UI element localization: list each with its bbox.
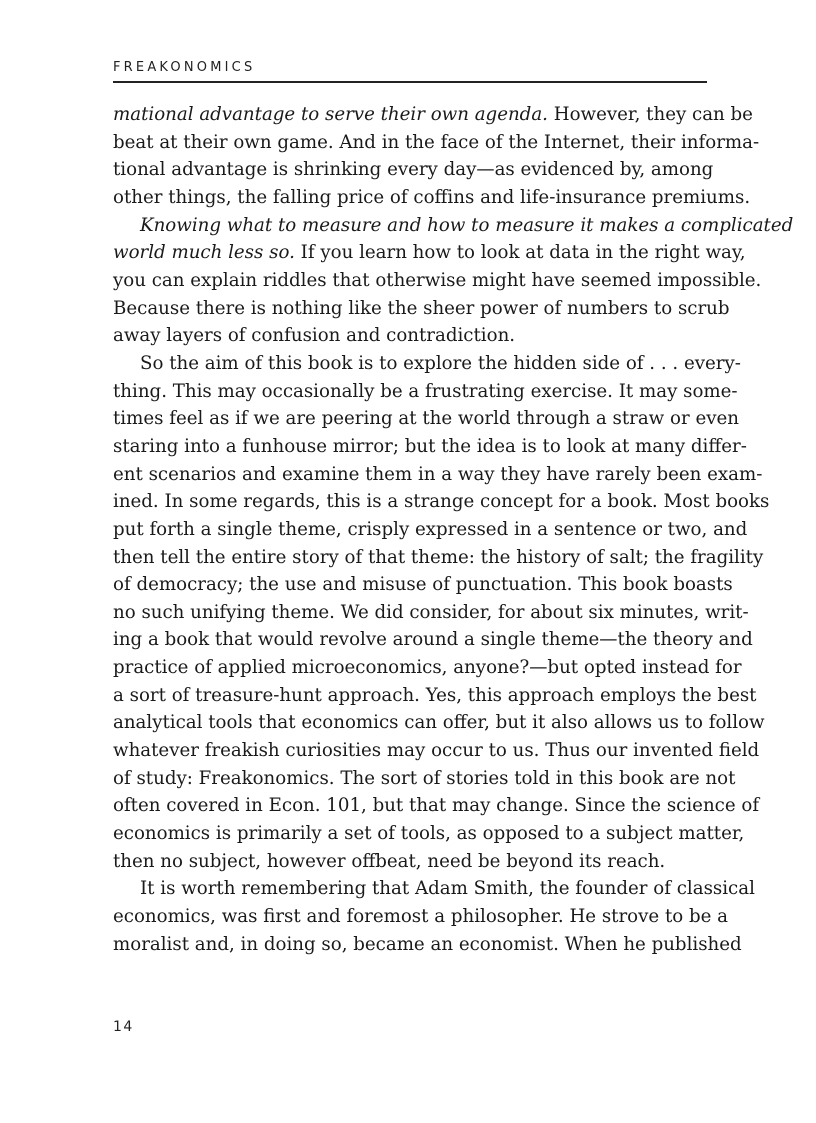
text-line (113, 129, 760, 157)
text-segment: of study: Freakonomics. The sort of stories told in this book are not (113, 767, 736, 789)
text-line (113, 488, 770, 516)
text-line (113, 295, 730, 323)
italic-text: mational advantage to serve their own agenda. (113, 104, 548, 125)
text-segment: economics is primarily a set of tools, as opposed to a subject matter, (113, 823, 745, 845)
text-segment: analytical tools that economics can offer, but it also allows us to follow (113, 712, 765, 734)
text-segment: ing a book that would revolve around a single theme—the theory and (113, 629, 753, 651)
text-line (113, 461, 763, 489)
text-segment: you can explain riddles that otherwise might have seemed impossible. (113, 269, 762, 291)
text-segment: away layers of confusion and contradiction. (113, 325, 516, 347)
text-line (113, 903, 729, 931)
page-number: 14 (113, 1019, 134, 1035)
text-segment: ent scenarios and examine them in a way they have rarely been exam- (113, 463, 763, 485)
text-line (113, 267, 762, 295)
text-line (113, 820, 745, 848)
text-line (113, 239, 746, 267)
text-segment: whatever freakish curiosities may occur to us. Thus our invented field (113, 740, 760, 762)
text-segment: then no subject, however offbeat, need be beyond its reach. (113, 850, 666, 872)
text-line (113, 682, 757, 710)
running-head: FREAKONOMICS (113, 60, 256, 75)
text-segment: Because there is nothing like the sheer power of numbers to scrub (113, 297, 730, 319)
text-segment: practice of applied microeconomics, anyone?—but opted instead for (113, 657, 742, 679)
text-line (113, 184, 751, 212)
text-line (113, 571, 733, 599)
text-segment: However, they can be (547, 104, 753, 125)
body-text (113, 101, 794, 958)
text-segment: If you learn how to look at data in the right way, (294, 242, 746, 264)
text-segment: So the aim of this book is to explore the hidden side of . . . every- (140, 352, 741, 374)
text-segment: put forth a single theme, crisply expressed in a sentence or two, and (113, 518, 748, 540)
text-line (113, 709, 765, 737)
text-line (113, 101, 753, 129)
text-line (113, 848, 707, 876)
text-segment: economics, was first and foremost a philosopher. He strove to be a (113, 906, 729, 928)
text-segment: of democracy; the use and misuse of punctuation. This book boasts (113, 574, 733, 596)
text-line (113, 433, 747, 461)
header-rule (113, 81, 707, 83)
text-segment: no such unifying theme. We did consider, for about six minutes, writ- (113, 601, 749, 623)
italic-text: world much less so. (113, 242, 295, 264)
text-line (113, 350, 741, 378)
text-line (113, 544, 764, 572)
text-segment: ined. In some regards, this is a strange concept for a book. Most books (113, 491, 770, 513)
text-line (113, 875, 755, 903)
italic-text: Knowing what to measure and how to measure it makes a complicated (140, 214, 794, 236)
text-line (113, 931, 742, 959)
text-line (113, 626, 753, 654)
text-segment: beat at their own game. And in the face of the Internet, their informa- (113, 131, 760, 153)
text-segment: thing. This may occasionally be a frustrating exercise. It may some- (113, 380, 738, 402)
text-segment: tional advantage is shrinking every day—as evidenced by, among (113, 159, 714, 181)
text-segment: staring into a funhouse mirror; but the idea is to look at many differ- (113, 435, 747, 457)
text-segment: a sort of treasure-hunt approach. Yes, this approach employs the best (113, 684, 757, 706)
text-line (113, 156, 714, 184)
text-line (113, 654, 742, 682)
text-segment: times feel as if we are peering at the world through a straw or even (113, 408, 739, 430)
text-segment: often covered in Econ. 101, but that may change. Since the science of (113, 795, 760, 817)
text-line (113, 405, 739, 433)
text-line (113, 599, 749, 627)
text-segment: moralist and, in doing so, became an economist. When he published (113, 933, 742, 955)
text-segment: then tell the entire story of that theme: the history of salt; the fragility (113, 546, 764, 568)
text-line (113, 378, 738, 406)
text-line (113, 322, 707, 350)
text-line (113, 792, 760, 820)
text-line (113, 737, 760, 765)
text-segment: other things, the falling price of coffins and life-insurance premiums. (113, 186, 751, 208)
text-line (113, 765, 736, 793)
text-line (113, 212, 794, 240)
text-line (113, 516, 748, 544)
text-segment: It is worth remembering that Adam Smith, the founder of classical (140, 878, 755, 900)
